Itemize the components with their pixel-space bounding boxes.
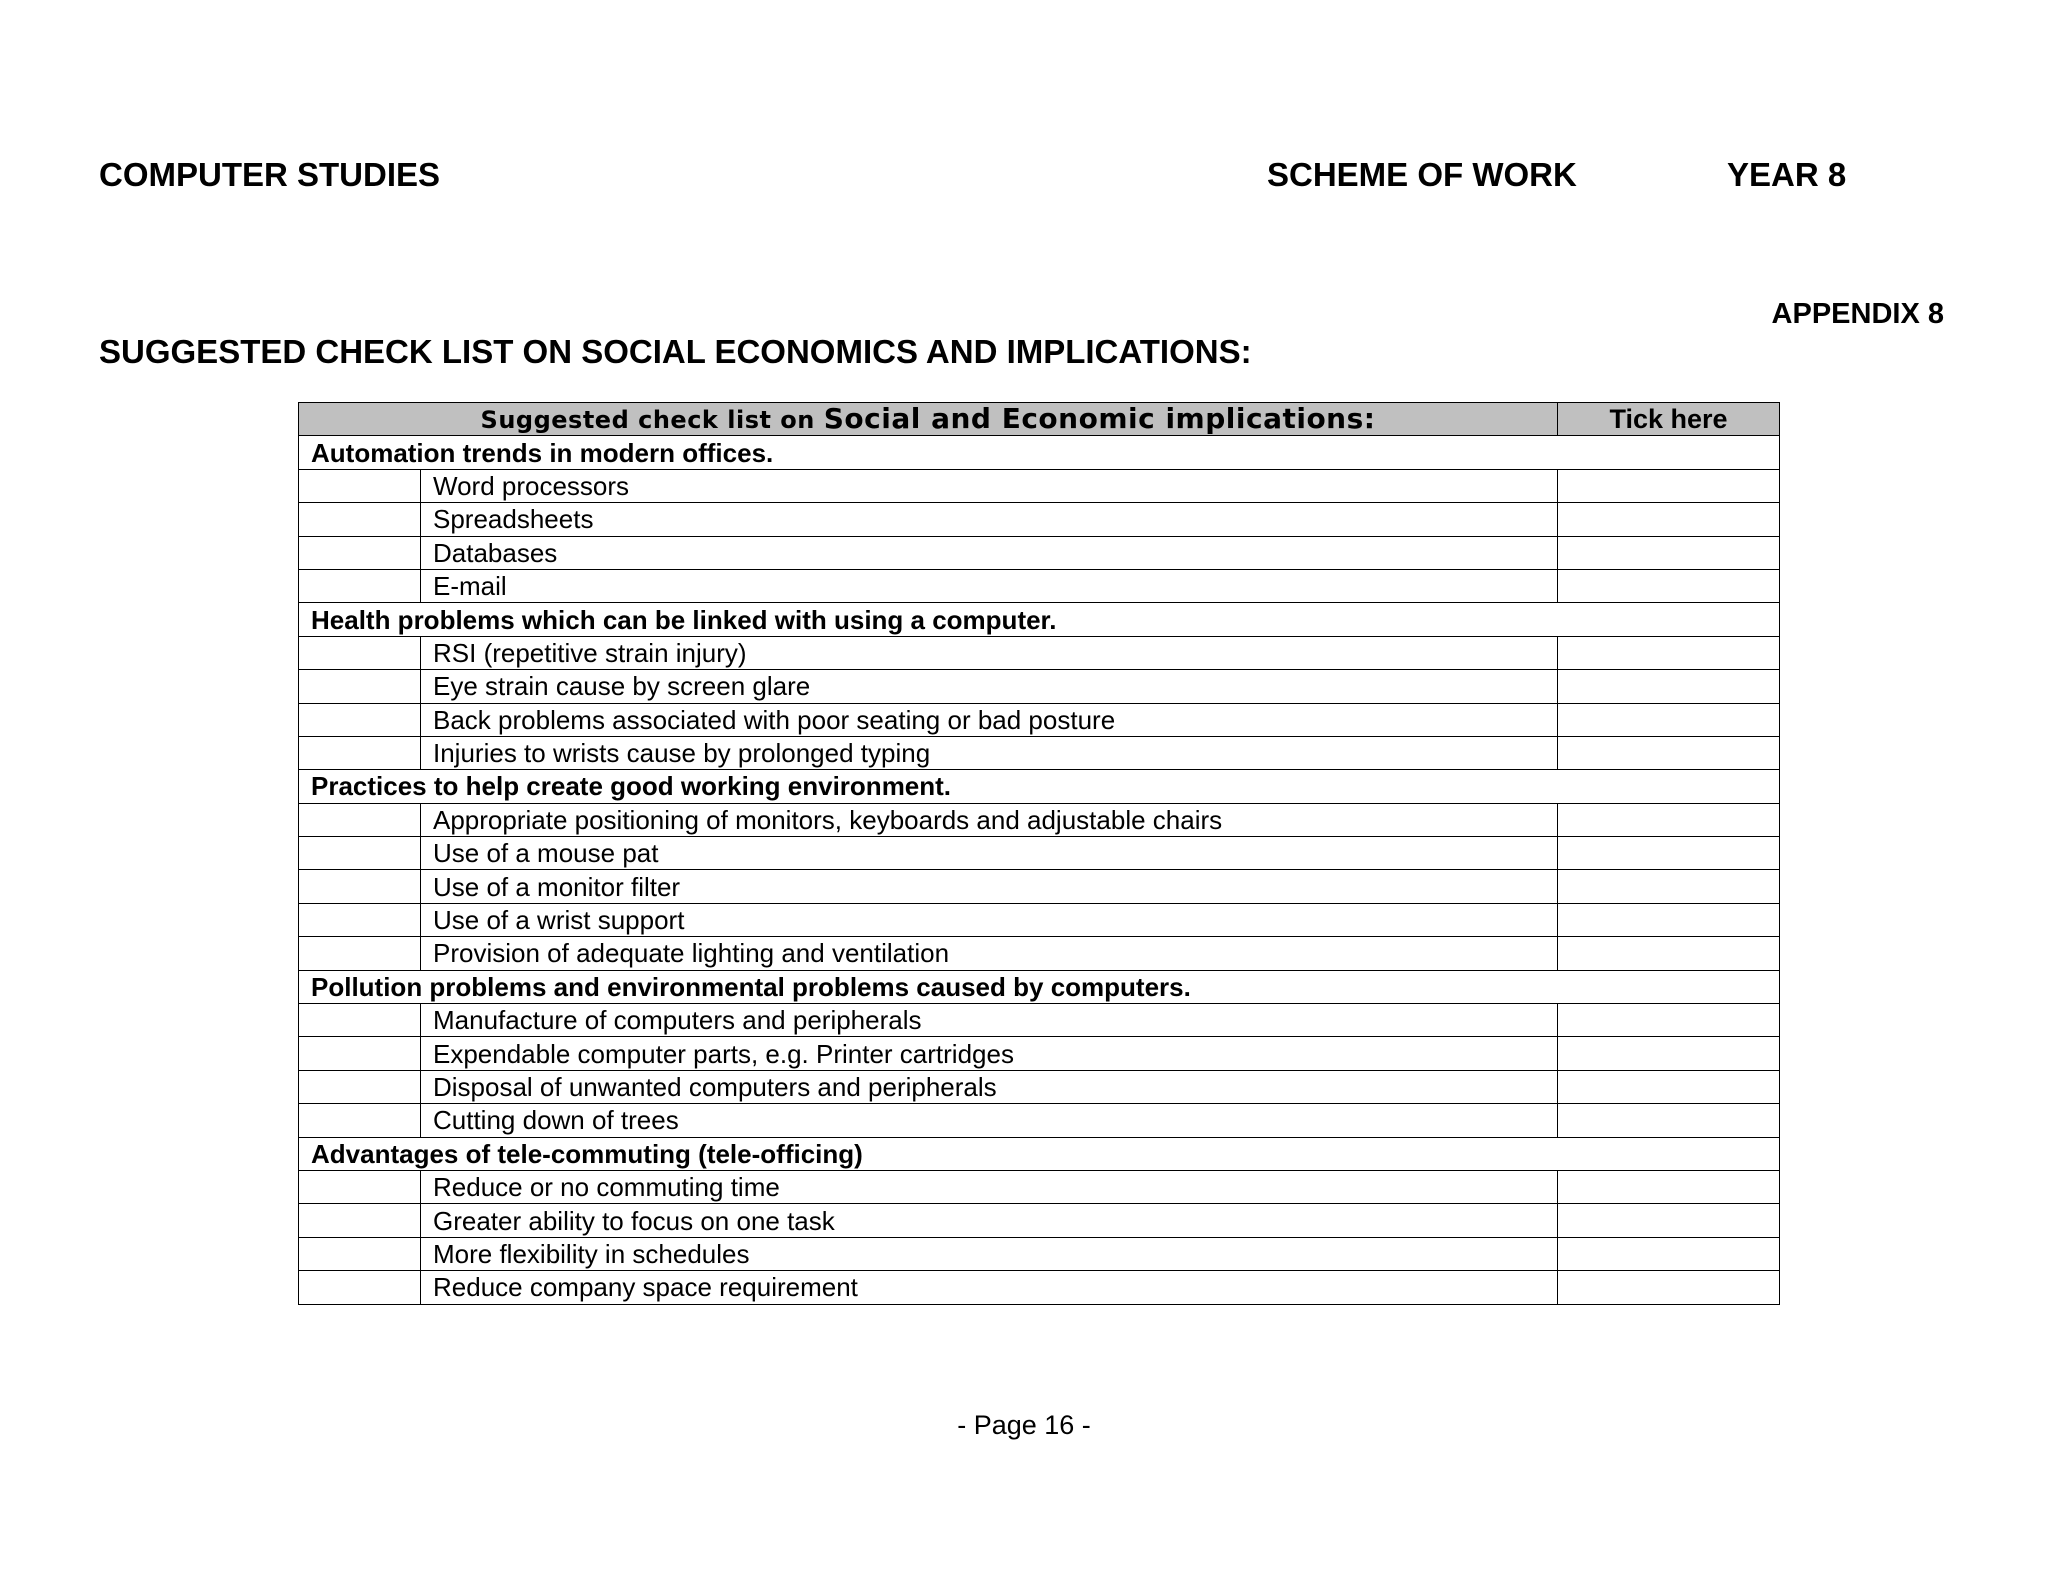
tick-cell[interactable] bbox=[1558, 670, 1780, 703]
tick-cell[interactable] bbox=[1558, 1271, 1780, 1304]
checklist-item: RSI (repetitive strain injury) bbox=[421, 636, 1558, 669]
section-row bbox=[299, 1137, 1780, 1170]
section-row bbox=[299, 436, 1780, 469]
section-heading: Advantages of tele-commuting (tele-officing) bbox=[299, 1137, 1780, 1170]
tick-cell[interactable] bbox=[1558, 1170, 1780, 1203]
tick-cell[interactable] bbox=[1558, 703, 1780, 736]
checklist-item: Back problems associated with poor seating or bad posture bbox=[421, 703, 1558, 736]
checklist-item: Expendable computer parts, e.g. Printer cartridges bbox=[421, 1037, 1558, 1070]
table-row bbox=[299, 1204, 1780, 1237]
table-header-tick: Tick here bbox=[1558, 403, 1780, 436]
checklist-item: Use of a monitor filter bbox=[421, 870, 1558, 903]
indent-cell bbox=[299, 1170, 421, 1203]
tick-cell[interactable] bbox=[1558, 1204, 1780, 1237]
tick-cell[interactable] bbox=[1558, 569, 1780, 602]
table-row bbox=[299, 569, 1780, 602]
indent-cell bbox=[299, 1204, 421, 1237]
checklist-item: Reduce company space requirement bbox=[421, 1271, 1558, 1304]
table-row bbox=[299, 469, 1780, 502]
appendix-label: APPENDIX 8 bbox=[1771, 298, 1944, 330]
table-row bbox=[299, 1104, 1780, 1137]
header-year: YEAR 8 bbox=[1727, 156, 1847, 193]
indent-cell bbox=[299, 903, 421, 936]
table-header-row bbox=[299, 403, 1780, 436]
checklist-item: E-mail bbox=[421, 569, 1558, 602]
indent-cell bbox=[299, 1104, 421, 1137]
checklist-item: More flexibility in schedules bbox=[421, 1237, 1558, 1270]
indent-cell bbox=[299, 937, 421, 970]
indent-cell bbox=[299, 736, 421, 769]
table-row bbox=[299, 670, 1780, 703]
table-row bbox=[299, 937, 1780, 970]
table-row bbox=[299, 703, 1780, 736]
checklist-item: Use of a wrist support bbox=[421, 903, 1558, 936]
indent-cell bbox=[299, 503, 421, 536]
checklist-item: Word processors bbox=[421, 469, 1558, 502]
tick-cell[interactable] bbox=[1558, 536, 1780, 569]
table-row bbox=[299, 736, 1780, 769]
tick-cell[interactable] bbox=[1558, 1104, 1780, 1137]
tick-cell[interactable] bbox=[1558, 503, 1780, 536]
indent-cell bbox=[299, 837, 421, 870]
section-heading: Practices to help create good working environment. bbox=[299, 770, 1780, 803]
checklist-item: Spreadsheets bbox=[421, 503, 1558, 536]
table-row bbox=[299, 536, 1780, 569]
checklist-item: Databases bbox=[421, 536, 1558, 569]
section-heading: Automation trends in modern offices. bbox=[299, 436, 1780, 469]
table-header-main bbox=[299, 403, 1558, 436]
section-row bbox=[299, 603, 1780, 636]
header-scheme: SCHEME OF WORK bbox=[1267, 156, 1577, 193]
indent-cell bbox=[299, 870, 421, 903]
indent-cell bbox=[299, 469, 421, 502]
indent-cell bbox=[299, 703, 421, 736]
tick-cell[interactable] bbox=[1558, 636, 1780, 669]
checklist-item: Manufacture of computers and peripherals bbox=[421, 1004, 1558, 1037]
indent-cell bbox=[299, 1237, 421, 1270]
checklist-item: Reduce or no commuting time bbox=[421, 1170, 1558, 1203]
table-row bbox=[299, 837, 1780, 870]
indent-cell bbox=[299, 569, 421, 602]
page-number: - Page 16 - bbox=[957, 1410, 1091, 1440]
indent-cell bbox=[299, 670, 421, 703]
table-header-prefix: Suggested check list on bbox=[480, 405, 815, 434]
tick-cell[interactable] bbox=[1558, 870, 1780, 903]
header-subject: COMPUTER STUDIES bbox=[99, 156, 441, 193]
checklist-item: Appropriate positioning of monitors, keyboards and adjustable chairs bbox=[421, 803, 1558, 836]
tick-cell[interactable] bbox=[1558, 803, 1780, 836]
tick-cell[interactable] bbox=[1558, 1004, 1780, 1037]
indent-cell bbox=[299, 1037, 421, 1070]
tick-cell[interactable] bbox=[1558, 469, 1780, 502]
tick-cell[interactable] bbox=[1558, 736, 1780, 769]
checklist-item: Eye strain cause by screen glare bbox=[421, 670, 1558, 703]
indent-cell bbox=[299, 636, 421, 669]
checklist-item: Disposal of unwanted computers and peripherals bbox=[421, 1070, 1558, 1103]
tick-cell[interactable] bbox=[1558, 1070, 1780, 1103]
checklist-item: Cutting down of trees bbox=[421, 1104, 1558, 1137]
indent-cell bbox=[299, 1070, 421, 1103]
table-row bbox=[299, 1271, 1780, 1304]
indent-cell bbox=[299, 1271, 421, 1304]
table-row bbox=[299, 636, 1780, 669]
section-row bbox=[299, 770, 1780, 803]
indent-cell bbox=[299, 803, 421, 836]
table-row bbox=[299, 1070, 1780, 1103]
table-row bbox=[299, 903, 1780, 936]
table-row bbox=[299, 870, 1780, 903]
checklist-item: Injuries to wrists cause by prolonged typing bbox=[421, 736, 1558, 769]
indent-cell bbox=[299, 1004, 421, 1037]
document-title: SUGGESTED CHECK LIST ON SOCIAL ECONOMICS AND IMPLICATIONS: bbox=[99, 333, 1252, 370]
section-heading: Health problems which can be linked with using a computer. bbox=[299, 603, 1780, 636]
checklist-item: Greater ability to focus on one task bbox=[421, 1204, 1558, 1237]
section-row bbox=[299, 970, 1780, 1003]
tick-cell[interactable] bbox=[1558, 1237, 1780, 1270]
table-row bbox=[299, 503, 1780, 536]
checklist-body bbox=[299, 436, 1780, 1304]
tick-cell[interactable] bbox=[1558, 1037, 1780, 1070]
tick-cell[interactable] bbox=[1558, 837, 1780, 870]
checklist-table bbox=[298, 402, 1780, 1305]
checklist-item: Use of a mouse pat bbox=[421, 837, 1558, 870]
indent-cell bbox=[299, 536, 421, 569]
table-row bbox=[299, 1004, 1780, 1037]
checklist-item: Provision of adequate lighting and ventilation bbox=[421, 937, 1558, 970]
tick-cell[interactable] bbox=[1558, 903, 1780, 936]
tick-cell[interactable] bbox=[1558, 937, 1780, 970]
table-row bbox=[299, 1037, 1780, 1070]
table-header-emphasis: Social and Economic implications: bbox=[823, 402, 1376, 435]
section-heading: Pollution problems and environmental problems caused by computers. bbox=[299, 970, 1780, 1003]
table-row bbox=[299, 1237, 1780, 1270]
table-row bbox=[299, 803, 1780, 836]
table-row bbox=[299, 1170, 1780, 1203]
